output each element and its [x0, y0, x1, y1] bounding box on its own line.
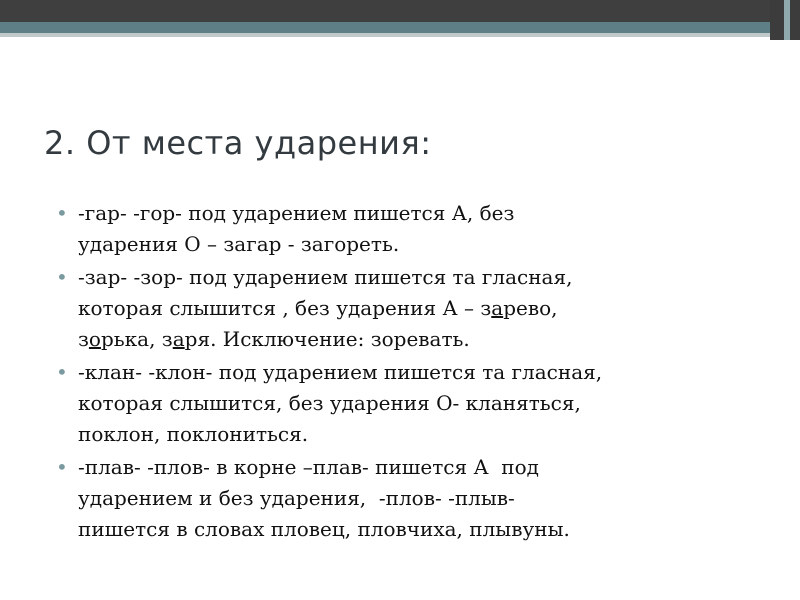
slide-title: 2. От места ударения:: [44, 124, 432, 162]
bullet-text-line: -клан- -клон- под ударением пишется та гласная,: [78, 360, 603, 384]
bullet-text-fragment: которая слышится , без ударения А – з: [78, 296, 492, 320]
bullet-text-line: -плав- -плов- в корне –плав- пишется А под: [78, 455, 539, 479]
corner-decor-accent: [784, 0, 790, 40]
bullet-text-fragment: рька, з: [100, 327, 173, 351]
bullet-text-line: ударения О – загар - загореть.: [78, 232, 400, 256]
bullet-list: [56, 198, 756, 547]
stressed-vowel: а: [491, 296, 504, 320]
top-decor-line: [0, 33, 800, 37]
bullet-icon: •: [56, 360, 68, 384]
bullet-text-line: ударением и без ударения, -плов- -плыв-: [78, 486, 515, 510]
bullet-item-gar-gor: [56, 198, 756, 260]
bullet-icon: •: [56, 265, 68, 289]
bullet-item-klan-klon: [56, 357, 756, 450]
stressed-vowel: а: [172, 327, 185, 351]
bullet-text-fragment: з: [78, 327, 89, 351]
top-decor-bar: [0, 0, 800, 22]
bullet-icon: •: [56, 455, 68, 479]
bullet-item-plav-plov: [56, 452, 756, 545]
bullet-text-line: пишется в словах пловец, пловчиха, плывуны.: [78, 517, 570, 541]
bullet-icon: •: [56, 201, 68, 225]
bullet-text-fragment: рево,: [503, 296, 558, 320]
bullet-text-line: -зар- -зор- под ударением пишется та гласная,: [78, 265, 573, 289]
bullet-item-zar-zor: [56, 262, 756, 355]
bullet-text-line: -гар- -гор- под ударением пишется А, без: [78, 201, 515, 225]
bullet-text-line: поклон, поклониться.: [78, 422, 309, 446]
top-decor-accent: [0, 22, 800, 33]
stressed-vowel: о: [88, 327, 101, 351]
bullet-text-line: которая слышится, без ударения О- кланяться,: [78, 391, 581, 415]
bullet-text-fragment: ря. Исключение: зоревать.: [184, 327, 470, 351]
